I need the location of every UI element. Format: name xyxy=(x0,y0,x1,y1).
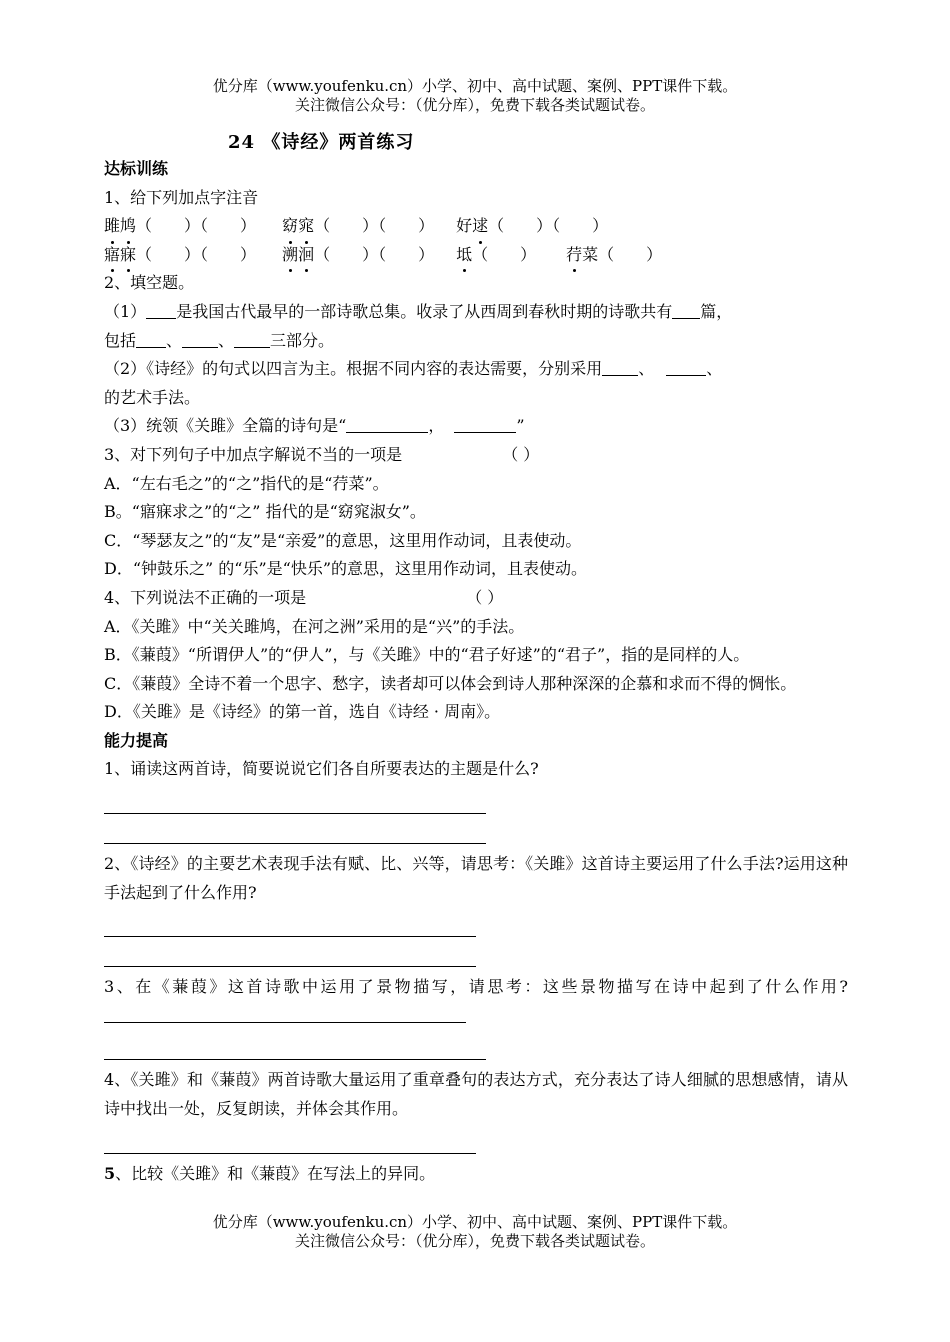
answer-line[interactable] xyxy=(104,937,476,967)
q3-stem-text: 3、对下列句子中加点字解说不当的一项是 xyxy=(104,444,403,464)
comma: 、 xyxy=(706,359,723,379)
q2-p2-text: （2）《诗经》的句式以四言为主。根据不同内容的表达需要，分别采用 xyxy=(104,359,603,379)
answer-line[interactable] xyxy=(104,784,486,814)
q3-stem xyxy=(104,441,848,470)
q2-part-2-line-2: 的艺术手法。 xyxy=(104,387,201,407)
answer-line[interactable] xyxy=(104,907,476,937)
comma: ， xyxy=(428,416,445,436)
blank[interactable] xyxy=(602,357,638,376)
exercise-5-text: 、比较《关雎》和《蒹葭》在写法上的异同。 xyxy=(115,1163,436,1183)
q2-p1-label: （1） xyxy=(104,301,147,321)
q2-part-1-line-2 xyxy=(104,327,848,356)
q2-stem: 2、填空题。 xyxy=(104,273,195,293)
footer-line-1: 优分库（www.youfenku.cn）小学、初中、高中试题、案例、PPT课件下载。 xyxy=(212,1213,738,1231)
comma: 、 xyxy=(218,330,235,350)
exercise-5-number: 5 xyxy=(104,1163,116,1183)
close-quote: ” xyxy=(516,416,525,436)
exercise-2: 2、《诗经》的主要艺术表现手法有赋、比、兴等，请思考：《关雎》这首诗主要运用了什么手法?运用这种手法起到了什么作用? xyxy=(104,854,848,902)
answer-paren: （ ） xyxy=(502,444,540,464)
q1-stem: 1、给下列加点字注音 xyxy=(104,187,259,207)
q1-row-1: 雎鸠（ ）（ ） 窈窕（ ）（ ） 好逑（ ）（ ） xyxy=(104,212,848,241)
exercise-3 xyxy=(104,973,848,1030)
answer-line-inline[interactable] xyxy=(104,1004,466,1023)
q2-p1-include: 包括 xyxy=(104,330,137,350)
blank[interactable] xyxy=(454,414,516,433)
q3-option-a: A．“左右毛之”的“之”指代的是“荇菜”。 xyxy=(104,473,389,493)
worksheet-body xyxy=(104,155,848,1188)
header-line-2: 关注微信公众号：（优分库），免费下载各类试题试卷。 xyxy=(294,96,655,114)
blank[interactable] xyxy=(234,329,270,348)
answer-line[interactable] xyxy=(104,1030,486,1060)
q2-part-2-line-1 xyxy=(104,355,848,384)
q3-option-c: C．“琴瑟友之”的“友”是“亲爱”的意思，这里用作动词，且表使动。 xyxy=(104,530,582,550)
section-heading-advanced: 能力提高 xyxy=(104,730,169,750)
blank[interactable] xyxy=(666,357,706,376)
q4-stem-text: 4、下列说法不正确的一项是 xyxy=(104,587,307,607)
exercise-1: 1、诵读这两首诗，简要说说它们各自所要表达的主题是什么? xyxy=(104,759,539,779)
q4-option-a: A．《关雎》中“关关雎鸠，在河之洲”采用的是“兴”的手法。 xyxy=(104,616,525,636)
exercise-3-text: 3、在《蒹葭》这首诗歌中运用了景物描写，请思考：这些景物描写在诗中起到了什么作用? xyxy=(104,977,848,997)
section-heading-basic: 达标训练 xyxy=(104,159,169,178)
blank[interactable] xyxy=(182,329,218,348)
header-line-1: 优分库（www.youfenku.cn）小学、初中、高中试题、案例、PPT课件下载。 xyxy=(212,77,738,95)
q2-p1-tail: 篇， xyxy=(700,301,733,321)
exercise-5 xyxy=(104,1160,848,1189)
page-title: 24 《诗经》两首练习 xyxy=(228,132,415,153)
q4-option-b: B．《蒹葭》“所谓伊人”的“伊人”，与《关雎》中的“君子好逑”的“君子”，指的是同样的人。 xyxy=(104,645,750,665)
q4-option-d: D．《关雎》是《诗经》的第一首，选自《诗经 · 周南》。 xyxy=(104,702,501,722)
q2-p1-text: 是我国古代最早的一部诗歌总集。收录了从西周到春秋时期的诗歌共有 xyxy=(176,301,673,321)
footer-line-2: 关注微信公众号：（优分库），免费下载各类试题试卷。 xyxy=(294,1232,655,1250)
answer-line[interactable] xyxy=(104,814,486,844)
q4-option-c: C．《蒹葭》全诗不着一个思字、愁字，读者却可以体会到诗人那种深深的企慕和求而不得的惆怅。 xyxy=(104,673,797,693)
blank[interactable] xyxy=(146,300,176,319)
page-header xyxy=(0,77,950,115)
blank[interactable] xyxy=(672,300,700,319)
q2-p1-end: 三部分。 xyxy=(270,330,335,350)
q2-p3-text: （3）统领《关雎》全篇的诗句是“ xyxy=(104,416,347,436)
exercise-4: 4、《关雎》和《蒹葭》两首诗歌大量运用了重章叠句的表达方式，充分表达了诗人细腻的思想感情，请从诗中找出一处，反复朗读，并体会其作用。 xyxy=(104,1070,848,1119)
q2-part-3 xyxy=(104,412,848,441)
comma: 、 xyxy=(166,330,183,350)
answer-paren: （ ） xyxy=(466,587,504,607)
q3-option-d: D．“钟鼓乐之” 的“乐”是“快乐”的意思，这里用作动词，且表使动。 xyxy=(104,559,587,579)
q3-option-b: B。“寤寐求之”的“之” 指代的是“窈窕淑女”。 xyxy=(104,502,426,522)
q4-stem xyxy=(104,584,848,613)
blank[interactable] xyxy=(346,414,428,433)
blank[interactable] xyxy=(136,329,166,348)
q2-part-1-line-1 xyxy=(104,298,848,327)
q1-row-2: 寤寐（ ）（ ） 溯洄（ ）（ ） 坻（ ） 荇菜（ ） xyxy=(104,241,848,270)
comma: 、 xyxy=(638,359,655,379)
answer-line[interactable] xyxy=(104,1124,476,1154)
page-footer xyxy=(0,1213,950,1251)
